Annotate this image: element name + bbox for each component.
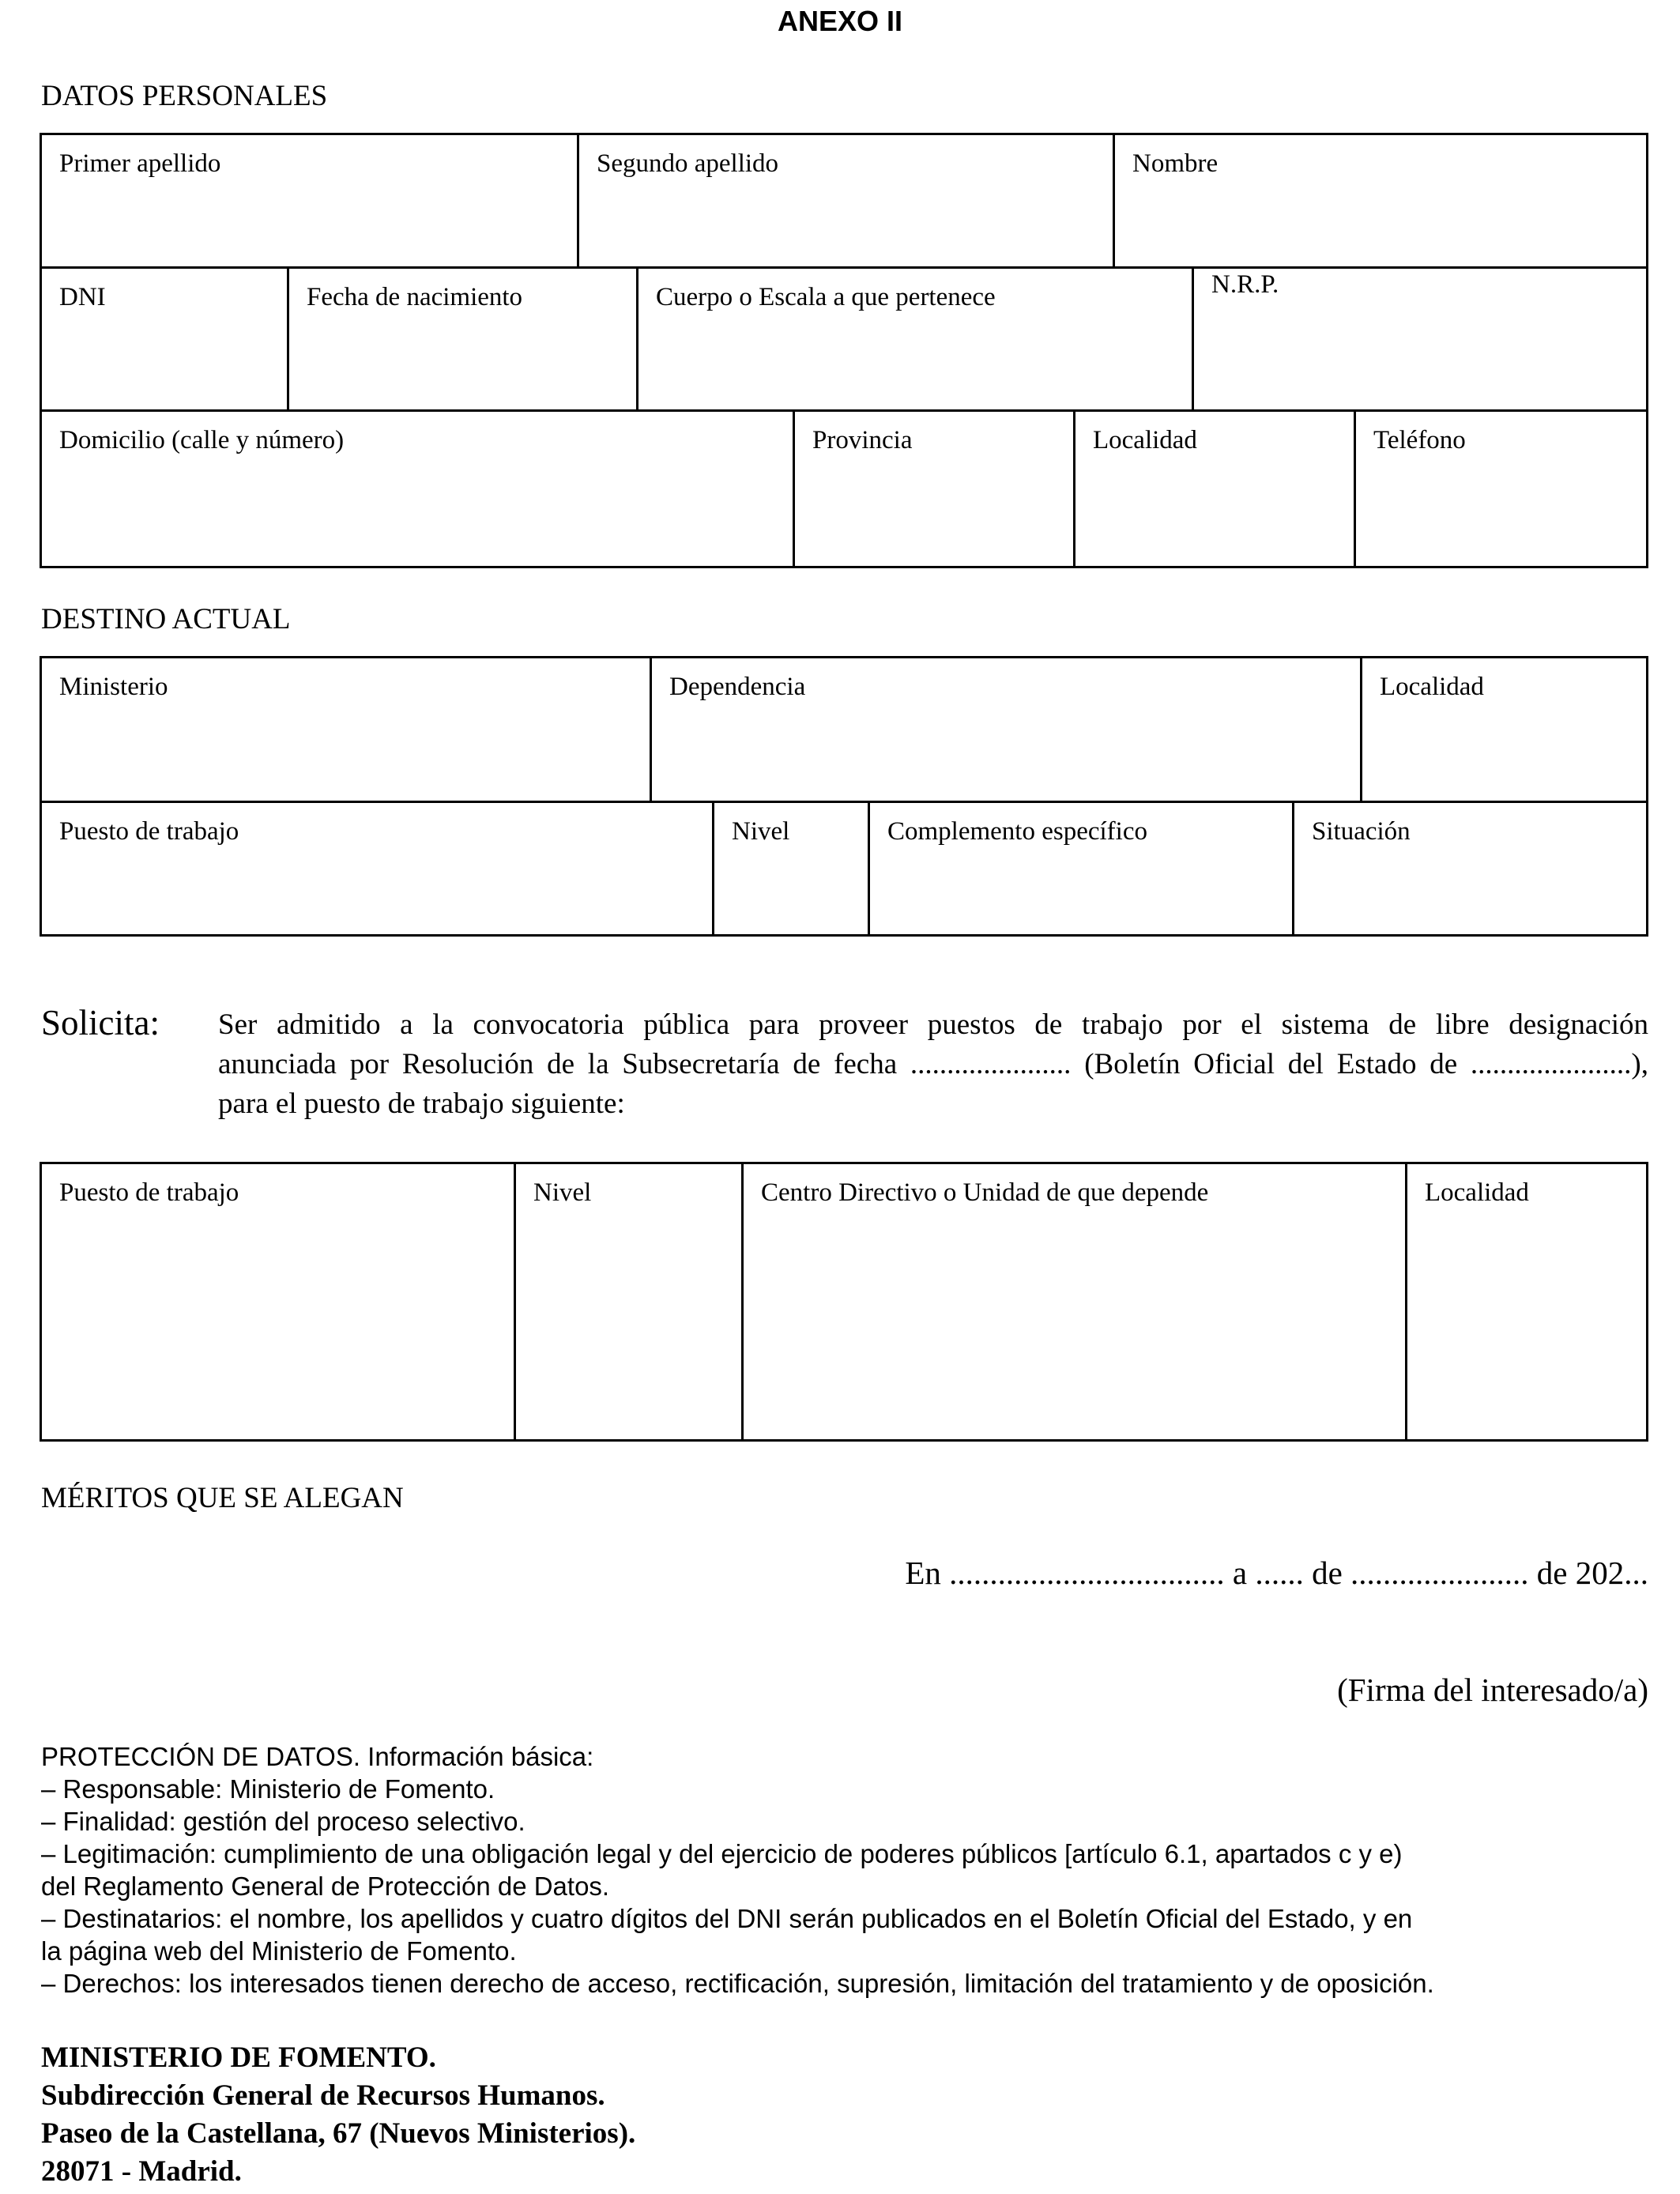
puesto-solicitado-table xyxy=(40,1162,1648,1442)
destino-actual-table xyxy=(40,656,1648,937)
field-nombre[interactable]: Nombre xyxy=(1113,135,1646,266)
proteccion-datos-responsable: – Responsable: Ministerio de Fomento. xyxy=(41,1774,495,1804)
field-telefono[interactable]: Teléfono xyxy=(1354,412,1646,566)
solicita-text xyxy=(218,1005,1648,1124)
field-localidad-solicitada[interactable]: Localidad xyxy=(1405,1164,1646,1439)
field-puesto-trabajo[interactable]: Puesto de trabajo xyxy=(59,817,239,846)
field-fecha-nacimiento[interactable]: Fecha de nacimiento xyxy=(287,269,636,409)
proteccion-datos-destinatarios-cont: la página web del Ministerio de Fomento. xyxy=(41,1936,517,1966)
field-localidad-destino[interactable]: Localidad xyxy=(1360,658,1646,801)
destino-actual-row-2 xyxy=(42,801,1646,934)
proteccion-datos-legitimacion-cont: del Reglamento General de Protección de Datos. xyxy=(41,1872,610,1901)
datos-personales-row-1 xyxy=(42,135,1646,266)
address-block xyxy=(41,2039,635,2191)
datos-personales-row-3 xyxy=(42,409,1646,566)
solicita-label: Solicita: xyxy=(41,1003,160,1042)
proteccion-datos xyxy=(41,1740,1622,2000)
address-calle: Paseo de la Castellana, 67 (Nuevos Ministerios). xyxy=(41,2117,636,2150)
solicita-line-2: anunciada por Resolución de la Subsecretaría de fecha ...................... (Boletín Oficial del Estado de ......................), xyxy=(218,1048,1648,1080)
datos-personales-row-2 xyxy=(42,266,1646,409)
address-ministerio: MINISTERIO DE FOMENTO. xyxy=(41,2041,436,2074)
proteccion-datos-heading: PROTECCIÓN DE DATOS. Información básica: xyxy=(41,1742,594,1771)
field-nivel-solicitado[interactable]: Nivel xyxy=(514,1164,741,1439)
puesto-solicitado-row xyxy=(42,1164,1646,1439)
datos-personales-heading: DATOS PERSONALES xyxy=(41,80,328,112)
proteccion-datos-destinatarios: – Destinatarios: el nombre, los apellidos y cuatro dígitos del DNI serán publicados en el Boletín Oficial del Estado, y en xyxy=(41,1904,1413,1933)
meritos-heading: MÉRITOS QUE SE ALEGAN xyxy=(41,1482,404,1514)
proteccion-datos-finalidad: – Finalidad: gestión del proceso selectivo. xyxy=(41,1807,525,1836)
field-puesto-solicitado[interactable]: Puesto de trabajo xyxy=(59,1178,239,1207)
field-dependencia[interactable]: Dependencia xyxy=(650,658,1360,801)
field-domicilio[interactable]: Domicilio (calle y número) xyxy=(59,426,345,454)
field-cuerpo-escala[interactable]: Cuerpo o Escala a que pertenece xyxy=(636,269,1192,409)
solicita-line-3: para el puesto de trabajo siguiente: xyxy=(218,1088,625,1120)
field-nivel[interactable]: Nivel xyxy=(712,803,868,934)
destino-actual-row-1 xyxy=(42,658,1646,801)
destino-actual-heading: DESTINO ACTUAL xyxy=(41,603,291,635)
field-dni[interactable]: DNI xyxy=(59,283,106,311)
address-ciudad: 28071 - Madrid. xyxy=(41,2155,242,2188)
field-provincia[interactable]: Provincia xyxy=(793,412,1073,566)
proteccion-datos-legitimacion: – Legitimación: cumplimiento de una obligación legal y del ejercicio de poderes públicos [artículo 6.1, apartados c y e) xyxy=(41,1839,1403,1868)
solicita-line-1: Ser admitido a la convocatoria pública para proveer puestos de trabajo por el sistema de libre designación xyxy=(218,1008,1648,1041)
field-ministerio[interactable]: Ministerio xyxy=(59,673,168,701)
proteccion-datos-derechos: – Derechos: los interesados tienen derecho de acceso, rectificación, supresión, limitación del tratamiento y de oposición. xyxy=(41,1969,1434,1998)
date-line[interactable]: En .................................. a ...... de ...................... de 202... xyxy=(905,1555,1648,1591)
address-subdireccion: Subdirección General de Recursos Humanos. xyxy=(41,2079,605,2112)
field-centro-directivo[interactable]: Centro Directivo o Unidad de que depende xyxy=(741,1164,1405,1439)
field-localidad[interactable]: Localidad xyxy=(1073,412,1354,566)
page-title: ANEXO II xyxy=(777,5,903,37)
datos-personales-table xyxy=(40,133,1648,568)
field-segundo-apellido[interactable]: Segundo apellido xyxy=(577,135,1113,266)
field-situacion[interactable]: Situación xyxy=(1292,803,1646,934)
field-primer-apellido[interactable]: Primer apellido xyxy=(59,149,221,178)
signature-label: (Firma del interesado/a) xyxy=(1337,1672,1648,1708)
field-complemento-especifico[interactable]: Complemento específico xyxy=(868,803,1292,934)
field-nrp[interactable]: N.R.P. xyxy=(1192,269,1646,409)
